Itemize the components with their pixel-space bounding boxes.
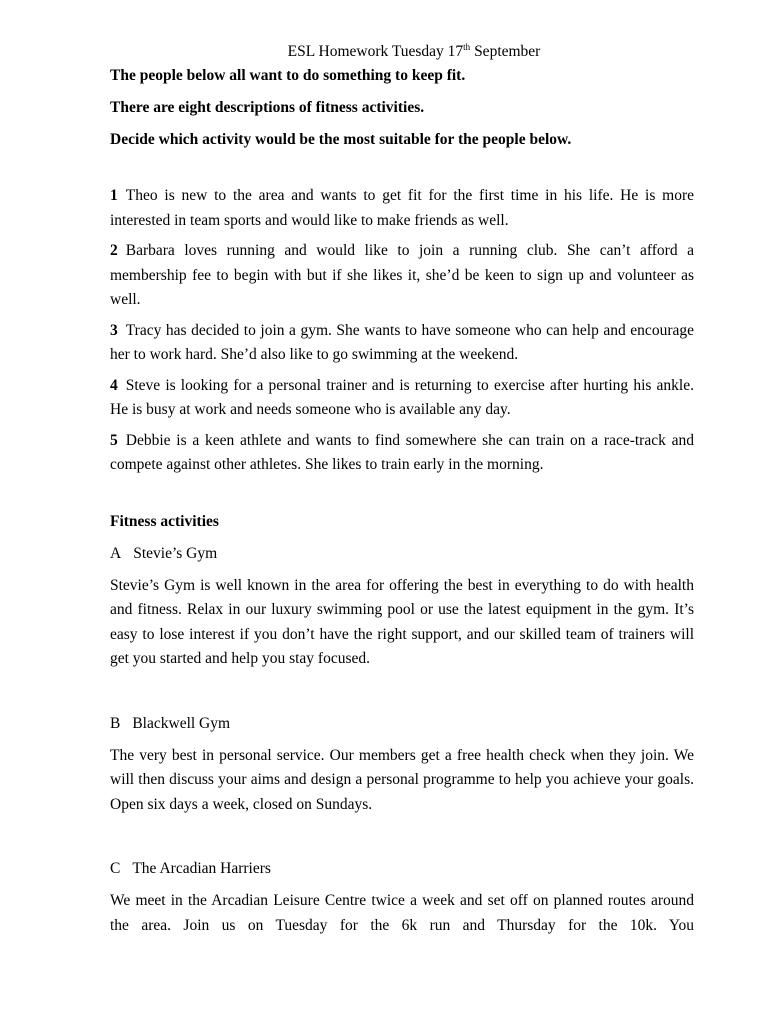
activity-title xyxy=(110,542,694,566)
person-number: 2 xyxy=(110,242,118,259)
activity-a xyxy=(110,542,694,672)
person-description: Tracy has decided to join a gym. She wants to have someone who can help and encourage her to work hard. She’d also like to go swimming at the weekend. xyxy=(110,321,694,363)
activity-b xyxy=(110,712,694,818)
person-number: 4 xyxy=(110,376,118,394)
header-superscript: th xyxy=(463,42,471,52)
person-description: Barbara loves running and would like to join a running club. She can’t afford a membership fee to begin with but if she likes it, she’d be keen to sign up and volunteer as well. xyxy=(110,242,694,308)
spacer xyxy=(110,672,694,704)
activity-title xyxy=(110,712,694,736)
activities-heading: Fitness activities xyxy=(110,512,219,530)
activity-c xyxy=(110,857,694,938)
intro-line-2: There are eight descriptions of fitness activities. xyxy=(110,99,425,116)
people-list xyxy=(110,184,694,478)
activity-name: The Arcadian Harriers xyxy=(132,860,271,877)
spacer xyxy=(110,817,694,849)
person-description: Theo is new to the area and wants to get fit for the first time in his life. He is more interested in team sports and would like to make friends as well. xyxy=(110,187,694,229)
intro-line-1: The people below all want to do something to keep fit. xyxy=(110,67,466,84)
activity-name: Stevie’s Gym xyxy=(133,544,218,562)
header-prefix: ESL Homework Tuesday 17 xyxy=(287,43,464,60)
activity-title xyxy=(110,857,694,881)
person-item xyxy=(110,374,694,423)
person-number: 3 xyxy=(110,321,118,339)
person-item xyxy=(110,239,694,313)
person-item xyxy=(110,184,694,233)
activity-letter: C xyxy=(110,860,121,877)
spacer xyxy=(110,478,694,510)
spacer xyxy=(110,152,694,184)
person-number: 5 xyxy=(110,431,118,449)
intro-line-3: Decide which activity would be the most suitable for the people below. xyxy=(110,131,572,148)
activity-letter: B xyxy=(110,714,121,732)
document-header xyxy=(122,40,706,64)
header-suffix: September xyxy=(470,43,541,60)
person-item xyxy=(110,429,694,478)
person-description: Steve is looking for a personal trainer and is returning to exercise after hurting his ankle. He is busy at work and needs someone who is available any day. xyxy=(110,376,694,418)
activity-description: The very best in personal service. Our members get a free health check when they join. We will then discuss your aims and design a personal programme to help you achieve your goals. Open six days a week, closed on Sundays. xyxy=(110,746,694,813)
activity-letter: A xyxy=(110,544,122,562)
person-number: 1 xyxy=(110,187,118,204)
person-description: Debbie is a keen athlete and wants to find somewhere she can train on a race-track and compete against other athletes. She likes to train early in the morning. xyxy=(110,431,694,473)
activity-description: Stevie’s Gym is well known in the area for offering the best in everything to do with health and fitness. Relax in our luxury swimming pool or use the latest equipment in the gym. It’s easy to lose interest if you don’t have the right support, and our skilled team of trainers will get you started and help you stay focused. xyxy=(110,576,694,667)
person-item xyxy=(110,319,694,368)
activity-description: We meet in the Arcadian Leisure Centre twice a week and set off on planned routes around the area. Join us on Tuesday for the 6k run and Thursday for the 10k. You xyxy=(110,892,694,934)
activity-name: Blackwell Gym xyxy=(132,714,231,732)
document-page xyxy=(110,40,694,938)
